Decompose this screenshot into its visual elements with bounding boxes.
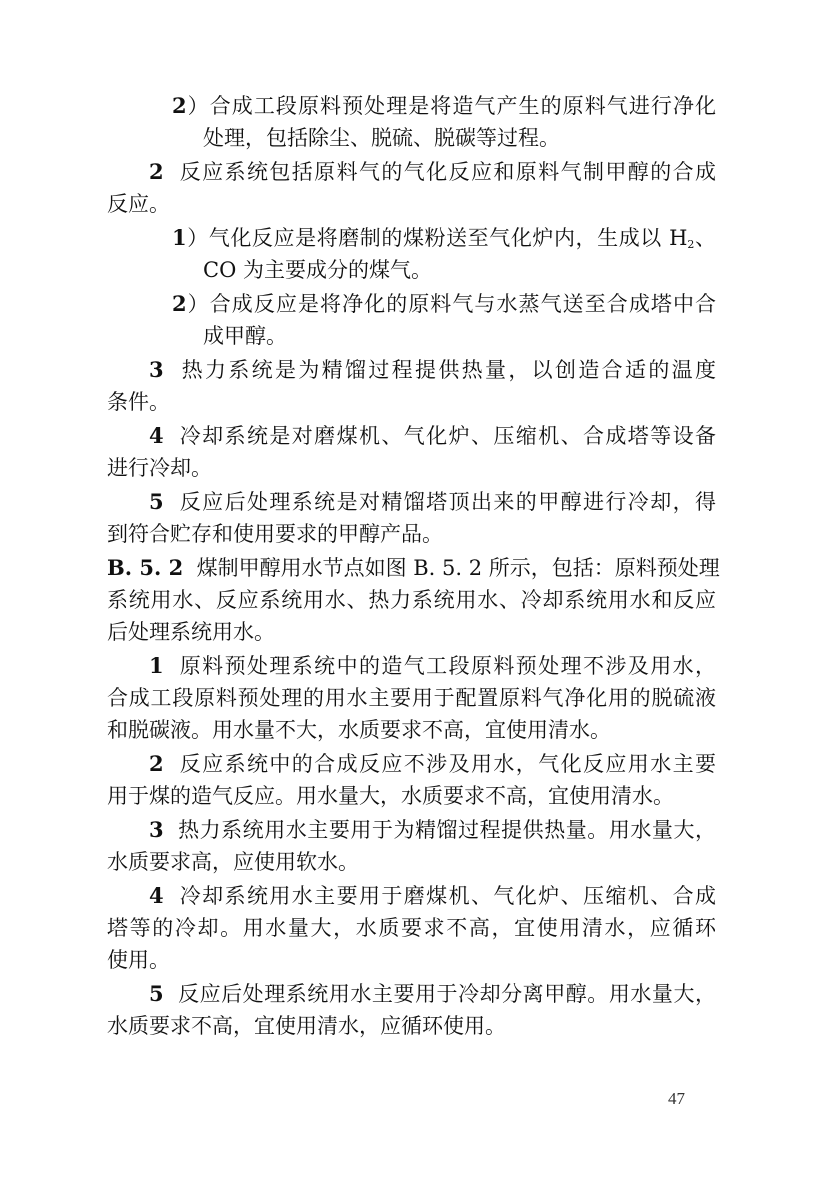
text-line — [0, 156, 827, 188]
list-number: 1 — [172, 225, 187, 250]
text-line — [0, 616, 827, 648]
list-number: 2 — [149, 751, 164, 776]
list-number: 4 — [149, 423, 164, 448]
line-text: 塔等的冷却。用水量大，水质要求不高，宜使用清水，应循环 — [107, 916, 716, 940]
list-number: 2 — [172, 93, 187, 118]
text-line — [0, 90, 827, 122]
text-line — [0, 584, 827, 616]
text-line — [0, 780, 827, 812]
line-text: 处理，包括除尘、脱硫、脱碳等过程。 — [203, 126, 560, 150]
line-text: 进行冷却。 — [107, 456, 212, 480]
line-text: 系统用水、反应系统用水、热力系统用水、冷却系统用水和反应 — [107, 588, 716, 612]
text-line — [0, 1010, 827, 1042]
text-line — [0, 944, 827, 976]
list-number: 2 — [149, 159, 164, 184]
text-line — [0, 518, 827, 550]
text-line — [0, 354, 827, 386]
text-line — [0, 122, 827, 154]
line-text: 冷却系统用水主要用于磨煤机、气化炉、压缩机、合成 — [179, 884, 716, 908]
line-text: 热力系统用水主要用于为精馏过程提供热量。用水量大， — [178, 818, 716, 842]
list-number: 5 — [149, 981, 164, 1006]
list-number: 4 — [149, 883, 164, 908]
section-number: B. 5. 2 — [107, 555, 184, 580]
line-text: 到符合贮存和使用要求的甲醇产品。 — [107, 522, 443, 546]
line-text: ）气化反应是将磨制的煤粉送至气化炉内，生成以 H — [186, 226, 688, 250]
list-number: 1 — [149, 653, 164, 678]
text-line — [0, 650, 827, 682]
line-text: 反应后处理系统用水主要用于冷却分离甲醇。用水量大， — [178, 982, 716, 1006]
text-line — [0, 682, 827, 714]
list-number: 5 — [149, 489, 164, 514]
text-line — [0, 452, 827, 484]
line-text: 合成工段原料预处理的用水主要用于配置原料气净化用的脱硫液 — [107, 686, 716, 710]
line-text: 反应系统中的合成反应不涉及用水，气化反应用水主要 — [179, 752, 716, 776]
text-line — [0, 978, 827, 1010]
page-number: 47 — [668, 1089, 685, 1108]
line-text: 用于煤的造气反应。用水量大，水质要求不高，宜使用清水。 — [107, 784, 674, 808]
line-text: ）合成反应是将净化的原料气与水蒸气送至合成塔中合 — [186, 292, 716, 316]
list-number: 3 — [149, 817, 164, 842]
line-text: 水质要求不高，宜使用清水，应循环使用。 — [107, 1014, 506, 1038]
text-line — [0, 846, 827, 878]
line-text: 反应后处理系统是对精馏塔顶出来的甲醇进行冷却，得 — [179, 490, 716, 514]
line-text: 反应。 — [107, 192, 170, 216]
line-text: 条件。 — [107, 390, 170, 414]
text-line — [0, 912, 827, 944]
line-text: 、 — [694, 226, 716, 250]
line-text: 使用。 — [107, 948, 170, 972]
text-line — [0, 386, 827, 418]
text-line — [0, 880, 827, 912]
text-line — [0, 814, 827, 846]
line-text: 热力系统是为精馏过程提供热量，以创造合适的温度 — [181, 358, 717, 382]
text-line — [0, 748, 827, 780]
list-number: 3 — [149, 357, 164, 382]
line-text: ）合成工段原料预处理是将造气产生的原料气进行净化 — [186, 94, 716, 118]
line-text: 原料预处理系统中的造气工段原料预处理不涉及用水， — [179, 654, 716, 678]
line-text: 成甲醇。 — [203, 324, 287, 348]
line-text: 后处理系统用水。 — [107, 620, 275, 644]
line-text: 和脱碳液。用水量不大，水质要求不高，宜使用清水。 — [107, 718, 611, 742]
text-line — [0, 288, 827, 320]
text-line — [0, 320, 827, 352]
text-line — [0, 188, 827, 220]
line-text: 煤制甲醇用水节点如图 B. 5. 2 所示，包括：原料预处理 — [196, 556, 720, 580]
subscript: 2 — [687, 238, 695, 251]
text-line — [0, 420, 827, 452]
text-line — [0, 254, 827, 286]
text-line — [0, 486, 827, 518]
line-text: CO 为主要成分的煤气。 — [203, 258, 432, 282]
line-text: 水质要求高，应使用软水。 — [107, 850, 359, 874]
line-text: 反应系统包括原料气的气化反应和原料气制甲醇的合成 — [179, 160, 716, 184]
line-text: 冷却系统是对磨煤机、气化炉、压缩机、合成塔等设备 — [179, 424, 716, 448]
text-line — [0, 222, 827, 254]
text-line — [0, 714, 827, 746]
text-line — [0, 552, 827, 584]
list-number: 2 — [172, 291, 187, 316]
